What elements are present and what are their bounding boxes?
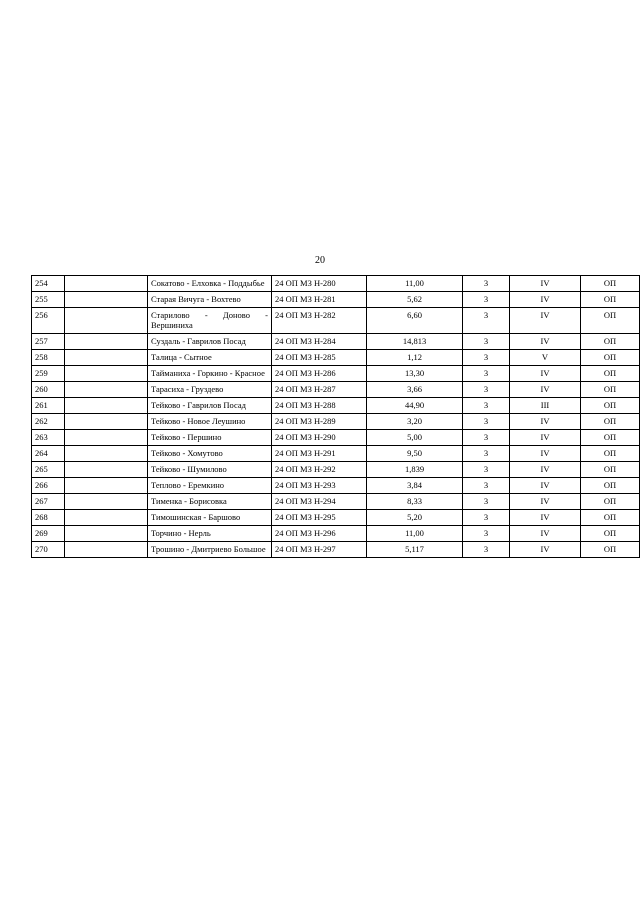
category-cell: 3 [463,308,510,334]
table-row [32,430,640,446]
type-cell: ОП [581,510,640,526]
empty-cell [65,462,148,478]
length-cell: 5,62 [367,292,463,308]
row-number-cell: 263 [32,430,65,446]
road-code-cell: 24 ОП МЗ Н-288 [272,398,367,414]
road-code-cell: 24 ОП МЗ Н-282 [272,308,367,334]
empty-cell [65,430,148,446]
row-number-cell: 264 [32,446,65,462]
row-number-cell: 265 [32,462,65,478]
row-number-cell: 261 [32,398,65,414]
class-cell: IV [510,276,581,292]
class-cell: IV [510,366,581,382]
type-cell: ОП [581,350,640,366]
type-cell: ОП [581,478,640,494]
road-name-cell: Трошино - Дмитриево Большое [148,542,272,558]
road-code-cell: 24 ОП МЗ Н-297 [272,542,367,558]
class-cell: IV [510,510,581,526]
road-name-cell: Тимошинская - Баршово [148,510,272,526]
road-name-cell: Теплово - Еремкино [148,478,272,494]
road-name-cell: Тарасиха - Груздево [148,382,272,398]
road-name-cell: Тайманиха - Горкино - Красное [148,366,272,382]
type-cell: ОП [581,292,640,308]
length-cell: 11,00 [367,526,463,542]
roads-table-body [32,276,640,558]
type-cell: ОП [581,542,640,558]
row-number-cell: 259 [32,366,65,382]
road-name-cell: Старилово - Доново - Вершиниха [148,308,272,334]
road-code-cell: 24 ОП МЗ Н-295 [272,510,367,526]
category-cell: 3 [463,334,510,350]
type-cell: ОП [581,334,640,350]
table-row [32,350,640,366]
empty-cell [65,382,148,398]
type-cell: ОП [581,414,640,430]
road-name-cell: Сокатово - Елховка - Поддыбье [148,276,272,292]
empty-cell [65,292,148,308]
type-cell: ОП [581,526,640,542]
road-name-cell: Тейково - Гаврилов Посад [148,398,272,414]
table-row [32,494,640,510]
class-cell: IV [510,292,581,308]
empty-cell [65,334,148,350]
table-row [32,292,640,308]
category-cell: 3 [463,276,510,292]
type-cell: ОП [581,446,640,462]
length-cell: 14,813 [367,334,463,350]
road-name-cell: Старая Вичуга - Вохтево [148,292,272,308]
type-cell: ОП [581,494,640,510]
length-cell: 1,839 [367,462,463,478]
road-code-cell: 24 ОП МЗ Н-292 [272,462,367,478]
table-row [32,478,640,494]
road-code-cell: 24 ОП МЗ Н-286 [272,366,367,382]
road-code-cell: 24 ОП МЗ Н-285 [272,350,367,366]
type-cell: ОП [581,276,640,292]
row-number-cell: 254 [32,276,65,292]
road-name-cell: Тейково - Хомутово [148,446,272,462]
length-cell: 11,00 [367,276,463,292]
road-code-cell: 24 ОП МЗ Н-289 [272,414,367,430]
length-cell: 5,20 [367,510,463,526]
road-name-cell: Тейково - Першино [148,430,272,446]
page-number: 20 [315,255,325,266]
category-cell: 3 [463,462,510,478]
length-cell: 3,84 [367,478,463,494]
class-cell: III [510,398,581,414]
class-cell: IV [510,308,581,334]
table-row [32,446,640,462]
table-row [32,414,640,430]
roads-table [31,275,640,558]
length-cell: 3,20 [367,414,463,430]
empty-cell [65,414,148,430]
class-cell: IV [510,446,581,462]
class-cell: IV [510,334,581,350]
row-number-cell: 266 [32,478,65,494]
row-number-cell: 262 [32,414,65,430]
class-cell: IV [510,414,581,430]
category-cell: 3 [463,292,510,308]
category-cell: 3 [463,526,510,542]
category-cell: 3 [463,510,510,526]
row-number-cell: 256 [32,308,65,334]
road-code-cell: 24 ОП МЗ Н-281 [272,292,367,308]
length-cell: 9,50 [367,446,463,462]
type-cell: ОП [581,398,640,414]
table-row [32,382,640,398]
length-cell: 3,66 [367,382,463,398]
row-number-cell: 257 [32,334,65,350]
table-row [32,308,640,334]
empty-cell [65,350,148,366]
table-row [32,276,640,292]
table-row [32,542,640,558]
empty-cell [65,366,148,382]
road-code-cell: 24 ОП МЗ Н-296 [272,526,367,542]
class-cell: IV [510,430,581,446]
category-cell: 3 [463,478,510,494]
empty-cell [65,308,148,334]
type-cell: ОП [581,462,640,478]
empty-cell [65,276,148,292]
road-name-cell: Тименка - Борисовка [148,494,272,510]
category-cell: 3 [463,414,510,430]
road-name-cell: Суздаль - Гаврилов Посад [148,334,272,350]
category-cell: 3 [463,430,510,446]
length-cell: 5,00 [367,430,463,446]
length-cell: 8,33 [367,494,463,510]
table-row [32,462,640,478]
road-name-cell: Тейково - Новое Леушино [148,414,272,430]
table-row [32,334,640,350]
row-number-cell: 255 [32,292,65,308]
type-cell: ОП [581,308,640,334]
road-name-cell: Тейково - Шумилово [148,462,272,478]
road-code-cell: 24 ОП МЗ Н-294 [272,494,367,510]
row-number-cell: 270 [32,542,65,558]
road-code-cell: 24 ОП МЗ Н-290 [272,430,367,446]
type-cell: ОП [581,366,640,382]
empty-cell [65,398,148,414]
road-code-cell: 24 ОП МЗ Н-287 [272,382,367,398]
empty-cell [65,494,148,510]
empty-cell [65,526,148,542]
category-cell: 3 [463,366,510,382]
category-cell: 3 [463,398,510,414]
road-name-cell: Талица - Сытное [148,350,272,366]
table-row [32,526,640,542]
type-cell: ОП [581,430,640,446]
category-cell: 3 [463,382,510,398]
table-row [32,510,640,526]
category-cell: 3 [463,542,510,558]
row-number-cell: 260 [32,382,65,398]
empty-cell [65,478,148,494]
class-cell: IV [510,382,581,398]
category-cell: 3 [463,446,510,462]
row-number-cell: 267 [32,494,65,510]
length-cell: 1,12 [367,350,463,366]
table-row [32,398,640,414]
row-number-cell: 268 [32,510,65,526]
table-row [32,366,640,382]
road-code-cell: 24 ОП МЗ Н-280 [272,276,367,292]
empty-cell [65,542,148,558]
length-cell: 6,60 [367,308,463,334]
length-cell: 44,90 [367,398,463,414]
class-cell: IV [510,494,581,510]
category-cell: 3 [463,494,510,510]
class-cell: IV [510,526,581,542]
road-code-cell: 24 ОП МЗ Н-291 [272,446,367,462]
class-cell: IV [510,478,581,494]
road-name-cell: Торчино - Нерль [148,526,272,542]
length-cell: 5,117 [367,542,463,558]
row-number-cell: 258 [32,350,65,366]
class-cell: IV [510,542,581,558]
class-cell: V [510,350,581,366]
empty-cell [65,446,148,462]
road-code-cell: 24 ОП МЗ Н-293 [272,478,367,494]
type-cell: ОП [581,382,640,398]
row-number-cell: 269 [32,526,65,542]
length-cell: 13,30 [367,366,463,382]
class-cell: IV [510,462,581,478]
category-cell: 3 [463,350,510,366]
road-code-cell: 24 ОП МЗ Н-284 [272,334,367,350]
empty-cell [65,510,148,526]
